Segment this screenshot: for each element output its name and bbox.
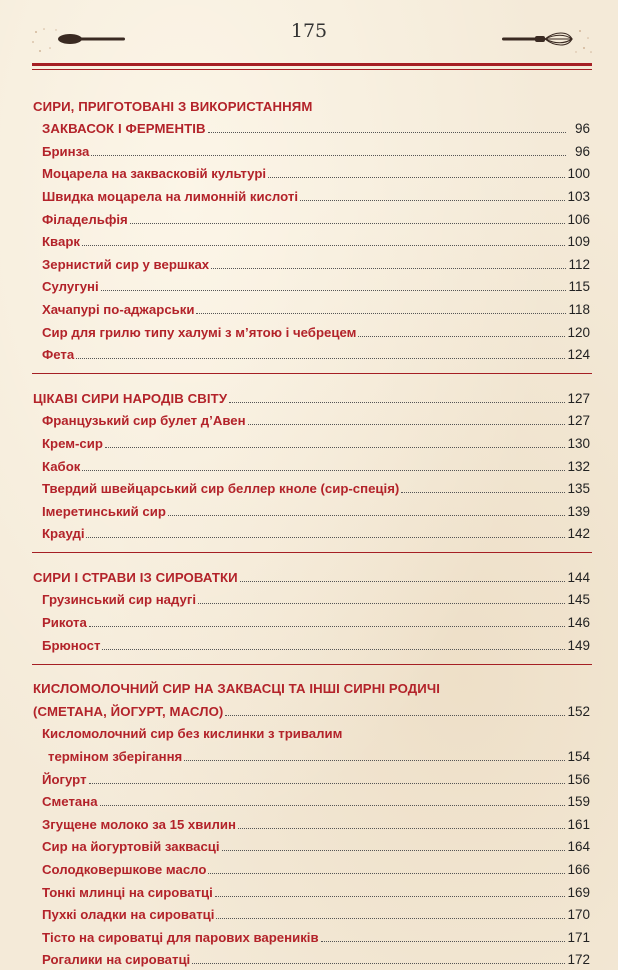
toc-page-number: 124 — [567, 347, 590, 363]
toc-entry-title: Грузинський сир надугі — [42, 592, 197, 608]
dot-leader — [130, 223, 566, 224]
toc-page-number: 96 — [574, 121, 590, 137]
dot-leader — [229, 402, 565, 403]
dot-leader — [184, 760, 565, 761]
toc-entry-title: Французький сир булет д’Авен — [42, 413, 246, 429]
toc-page-number: 109 — [567, 234, 590, 250]
toc-page-number: 120 — [567, 324, 590, 340]
toc-entry[interactable] — [0, 182, 618, 205]
toc-page-number: 156 — [567, 771, 590, 787]
toc-entry-title: Філадельфія — [42, 211, 128, 227]
toc-page-number: 127 — [567, 413, 590, 429]
toc-entry-title: СИРИ І СТРАВИ ІЗ СИРОВАТКИ — [33, 569, 238, 585]
toc-page-number: 100 — [567, 166, 590, 182]
toc-entry[interactable] — [0, 765, 618, 788]
toc-entry-title: КИСЛОМОЛОЧНИЙ СИР НА ЗАКВАСЦІ ТА ІНШІ СИРНІ РОДИЧІ — [33, 681, 440, 697]
dot-leader — [222, 850, 566, 851]
toc-page-number: 154 — [567, 749, 590, 765]
toc-entry[interactable] — [0, 923, 618, 946]
section-divider — [32, 664, 592, 665]
dot-leader — [168, 515, 566, 516]
toc-entry-title: Моцарела на заквасковій культурі — [42, 166, 267, 182]
toc-entry-title: Сметана — [42, 794, 98, 810]
toc-entry-title: Твердий швейцарський сир беллер кноле (сир-спеція) — [42, 481, 400, 497]
toc-page-number: 145 — [567, 592, 590, 608]
toc-page-number: 115 — [568, 279, 590, 295]
toc-page-number: 170 — [567, 907, 590, 923]
toc-page-number: 159 — [567, 794, 590, 810]
toc-entry[interactable] — [0, 608, 618, 631]
toc-entry-title: Згущене молоко за 15 хвилин — [42, 816, 236, 832]
toc-page-number: 149 — [567, 637, 590, 653]
toc-entry-title: Рогалики на сироватці — [42, 952, 191, 968]
toc-page-number: 103 — [567, 188, 590, 204]
toc-page-number: 152 — [567, 703, 590, 719]
toc-entry[interactable] — [0, 429, 618, 452]
dot-leader — [86, 537, 565, 538]
toc-section-heading[interactable] — [0, 697, 618, 720]
page-number: 175 — [290, 20, 328, 42]
dot-leader — [208, 132, 566, 133]
toc-entry[interactable] — [0, 878, 618, 901]
dot-leader — [358, 336, 565, 337]
dot-leader — [100, 805, 566, 806]
toc-entry[interactable] — [0, 520, 618, 543]
dot-leader — [198, 603, 565, 604]
dot-leader — [300, 200, 565, 201]
toc-entry-title: ЦІКАВІ СИРИ НАРОДІВ СВІТУ — [33, 390, 228, 406]
toc-page-number: 144 — [567, 569, 590, 585]
toc-entry-title: Сир на йогуртовій заквасці — [42, 839, 220, 855]
toc-entry[interactable] — [0, 228, 618, 251]
toc-page-number: 142 — [567, 526, 590, 542]
toc-entry-title: Імеретинський сир — [42, 503, 166, 519]
toc-section-heading[interactable] — [0, 92, 618, 115]
toc-entry-title: ЗАКВАСОК І ФЕРМЕНТІВ — [42, 121, 206, 137]
dot-leader — [76, 358, 565, 359]
dot-leader — [401, 492, 565, 493]
toc-entry[interactable] — [0, 295, 618, 318]
dot-leader — [196, 313, 566, 314]
toc-entry[interactable] — [0, 273, 618, 296]
toc-page-number: 139 — [567, 503, 590, 519]
dot-leader — [82, 470, 565, 471]
dot-leader — [82, 245, 565, 246]
dot-leader — [240, 581, 566, 582]
toc-entry[interactable] — [0, 901, 618, 924]
dot-leader — [225, 715, 565, 716]
toc-entry-title: Хачапурі по-аджарськи — [42, 301, 195, 317]
toc-entry-title: Солодковершкове масло — [42, 862, 207, 877]
section-divider — [32, 373, 592, 374]
dot-leader — [89, 783, 566, 784]
toc-page-number: 146 — [567, 615, 590, 631]
toc-page-number: 161 — [567, 816, 590, 832]
toc-entry[interactable] — [0, 720, 618, 743]
toc-page-number: 118 — [568, 301, 590, 317]
toc-entry-title: терміном зберігання — [48, 749, 183, 765]
dot-leader — [268, 177, 565, 178]
header-rule — [32, 63, 592, 66]
toc-page-number: 96 — [574, 143, 590, 159]
toc-page-number: 112 — [568, 256, 590, 272]
toc-entry-title: (СМЕТАНА, ЙОГУРТ, МАСЛО) — [33, 703, 224, 719]
dot-leader — [248, 424, 566, 425]
toc-page-number: 172 — [567, 952, 590, 968]
dot-leader — [321, 941, 566, 942]
toc-page-number: 130 — [567, 435, 590, 451]
toc-page-number: 132 — [567, 458, 590, 474]
toc-entry[interactable] — [0, 475, 618, 498]
toc-entry-title: Рикота — [42, 615, 87, 631]
dot-leader — [105, 447, 566, 448]
toc-section-heading[interactable] — [0, 563, 618, 586]
toc-page-number: 171 — [567, 929, 590, 945]
toc-page-number: 166 — [567, 862, 590, 877]
toc-entry-title: Тісто на сироватці для парових вареників — [42, 929, 319, 945]
toc-entry[interactable] — [0, 788, 618, 811]
toc-entry[interactable] — [0, 318, 618, 341]
toc-entry[interactable] — [0, 205, 618, 228]
dot-leader — [102, 649, 565, 650]
toc-section-heading[interactable] — [0, 115, 618, 138]
toc-page-number: 135 — [567, 481, 590, 497]
toc-section-heading[interactable] — [0, 675, 618, 698]
toc-entry-title: Фета — [42, 347, 75, 363]
toc-entry[interactable] — [0, 810, 618, 833]
toc-page-number: 169 — [567, 884, 590, 900]
page-header — [0, 0, 618, 70]
toc-entry-title: Сулугуні — [42, 279, 99, 295]
toc-entry[interactable] — [0, 742, 618, 765]
toc-page-number: 164 — [567, 839, 590, 855]
toc-entry[interactable] — [0, 631, 618, 654]
dot-leader — [215, 896, 566, 897]
toc-entry-title: Швидка моцарела на лимонній кислоті — [42, 188, 298, 204]
toc-entry-title: Брюност — [42, 637, 101, 653]
dot-leader — [216, 918, 565, 919]
toc-section-heading[interactable] — [0, 384, 618, 407]
toc-entry[interactable] — [0, 452, 618, 475]
toc-entry-title: Кварк — [42, 234, 80, 250]
toc-entry-title: Кабок — [42, 458, 81, 474]
table-of-contents — [0, 92, 618, 968]
toc-entry[interactable] — [0, 833, 618, 856]
dot-leader — [91, 155, 566, 156]
toc-entry[interactable] — [0, 855, 618, 878]
toc-entry-title: Йогурт — [42, 771, 87, 787]
toc-entry-title: СИРИ, ПРИГОТОВАНІ З ВИКОРИСТАННЯМ — [33, 98, 313, 114]
toc-entry[interactable] — [0, 407, 618, 430]
toc-entry-title: Кисломолочний сир без кислинки з тривалим — [42, 726, 343, 742]
toc-entry[interactable] — [0, 946, 618, 969]
toc-entry[interactable] — [0, 497, 618, 520]
dot-leader — [208, 873, 565, 874]
toc-entry[interactable] — [0, 341, 618, 364]
dot-leader — [192, 963, 565, 964]
header-rule-thin — [32, 69, 592, 70]
toc-entry-title: Бринза — [42, 143, 90, 159]
section-divider — [32, 552, 592, 553]
toc-entry-title: Крауді — [42, 526, 85, 542]
toc-entry-title: Сир для грилю типу халумі з м’ятою і чебрецем — [42, 324, 357, 340]
dot-leader — [89, 626, 566, 627]
whisk-icon — [500, 26, 595, 56]
toc-page-number: 127 — [567, 390, 590, 406]
dot-leader — [238, 828, 566, 829]
dot-leader — [101, 290, 566, 291]
toc-entry-title: Зернистий сир у вершках — [42, 256, 210, 272]
toc-entry-title: Пухкі оладки на сироватці — [42, 907, 215, 923]
toc-entry-title: Тонкі млинці на сироватці — [42, 884, 213, 900]
toc-entry[interactable] — [0, 586, 618, 609]
toc-page-number: 106 — [567, 211, 590, 227]
toc-entry[interactable] — [0, 250, 618, 273]
toc-entry[interactable] — [0, 160, 618, 183]
toc-entry[interactable] — [0, 137, 618, 160]
dot-leader — [211, 268, 566, 269]
toc-entry-title: Крем-сир — [42, 435, 103, 451]
